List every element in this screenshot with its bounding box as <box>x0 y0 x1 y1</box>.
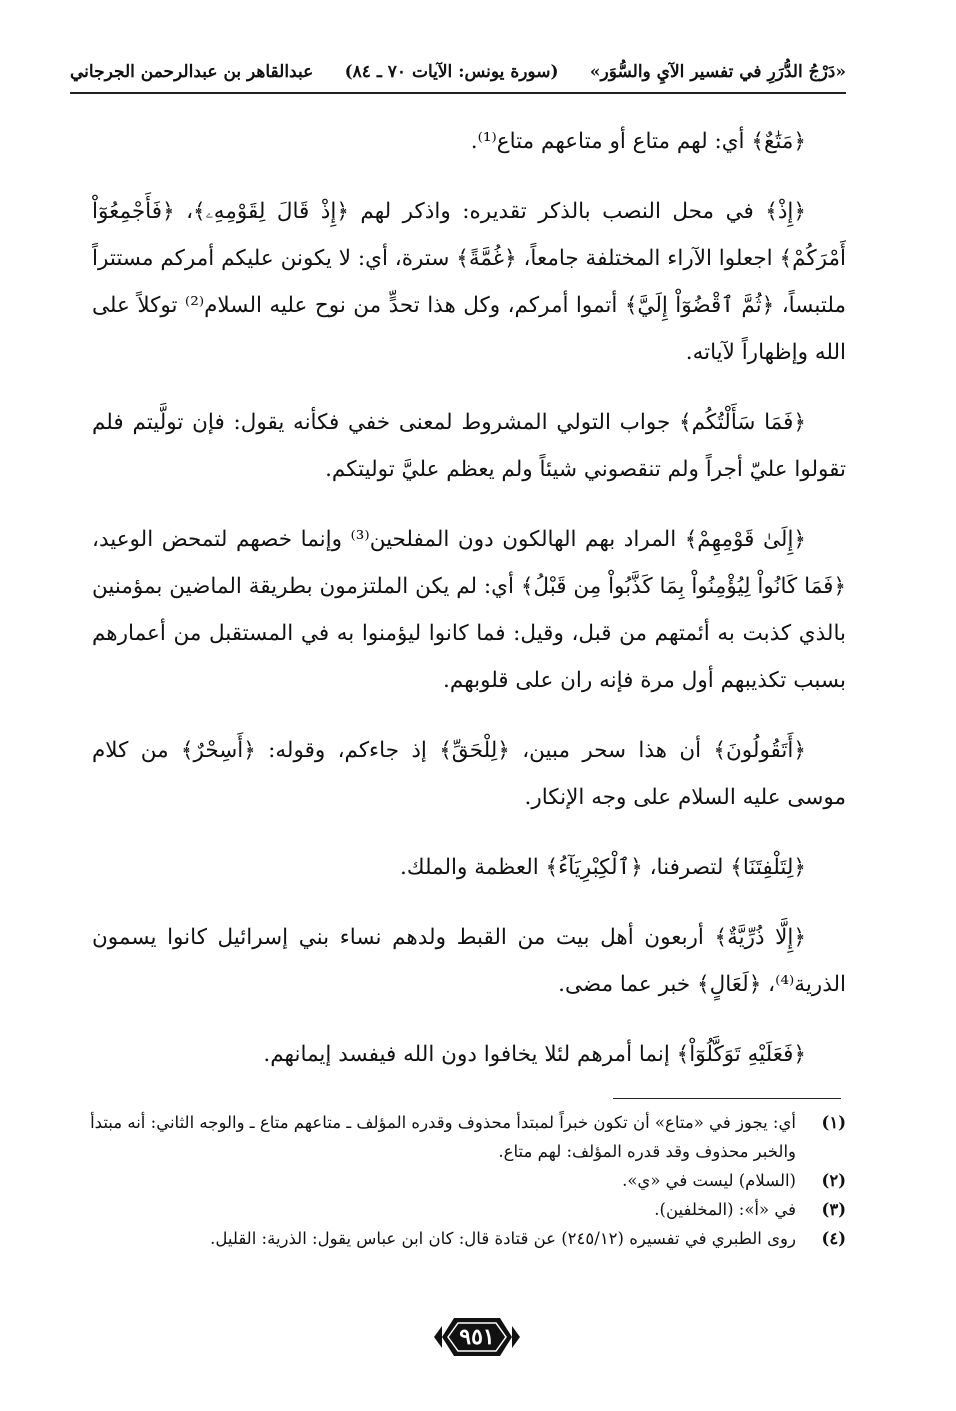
paragraph: ﴿فَعَلَيْهِ تَوَكَّلُوٓاْ﴾ إنما أمرهم لئلا يخافوا دون الله فيفسد إيمانهم. <box>263 1042 806 1067</box>
page-number-ornament <box>432 1312 522 1362</box>
footnote-text: في «أ»: (المخلفين). <box>654 1200 796 1219</box>
footnote-number: (٤) <box>821 1229 846 1248</box>
header-author: عبدالقاهر بن عبدالرحمن الجرجاني <box>70 62 314 82</box>
footnote <box>88 1195 846 1224</box>
header-book-title: «دَرْجُ الدُّرَرِ في تفسير الآيِ والسُّوَر» <box>589 62 846 82</box>
paragraph: ﴿فَمَا سَأَلْتُكُم﴾ جواب التولي المشروط لمعنى خفي فكأنه يقول: فإن تولَّيتم فلم تقولوا عليّ أجراً ولم تنقصوني شيئاً ولم يعظم عليَّ توليتكم. <box>92 410 846 482</box>
paragraph: ﴿إِذْ﴾ في محل النصب بالذكر تقديره: واذكر لهم ﴿إِذْ قَالَ لِقَوْمِهِۦ﴾، ﴿فَأَجْمِعُوٓاْ أَمْرَكُمْ﴾ اجعلوا الآراء المختلفة جامعاً، ﴿غُمَّةً﴾ سترة، أي: لا يكونن عليكم أمركم مستتراً ملتبساً، ﴿ثُمَّ ٱقْضُوٓاْ إِلَيَّ﴾ أتموا أمركم، وكل هذا تحدٍّ من نوح عليه السلام⁽²⁾ توكلاً على الله وإظهاراً لآياته. <box>92 199 846 365</box>
paragraph: ﴿إِلَىٰ قَوْمِهِمْ﴾ المراد بهم الهالكون دون المفلحين⁽³⁾ وإنما خصهم لتمحض الوعيد، ﴿فَمَا كَانُواْ لِيُؤْمِنُواْ بِمَا كَذَّبُواْ مِن قَبْلُ﴾ أي: لم يكن الملتزمون بطريقة الماضين بمؤمنين بالذي كذبت به أئمتهم من قبل، وقيل: فما كانوا ليؤمنوا به في المستقبل من أعمارهم بسبب تكذيبهم أول مرة فإنه ران على قلوبهم. <box>92 527 846 693</box>
paragraph: ﴿مَتَٰعٌ﴾ أي: لهم متاع أو متاعهم متاع⁽¹⁾. <box>470 129 806 154</box>
footnote-number: (١) <box>821 1113 846 1132</box>
paragraph: ﴿إِلَّا ذُرِّيَّةٌ﴾ أربعون أهل بيت من القبط ولدهم نساء بني إسرائيل كانوا يسمون الذرية⁽⁴⁾، ﴿لَعَالٍ﴾ خبر عما مضى. <box>92 925 846 997</box>
footnote-number: (٣) <box>821 1200 846 1219</box>
paragraph: ﴿لِتَلْفِتَنَا﴾ لتصرفنا، ﴿ٱلْكِبْرِيَآءُ﴾ العظمة والملك. <box>399 855 806 880</box>
main-text <box>92 118 846 1101</box>
footnote <box>88 1166 846 1195</box>
footnote-number: (٢) <box>821 1171 846 1190</box>
page-number: ٩٥١ <box>459 1324 495 1350</box>
running-header <box>70 52 846 94</box>
footnote-text: (السلام) ليست في «ي». <box>622 1171 796 1190</box>
paragraph: ﴿أَتَقُولُونَ﴾ أن هذا سحر مبين، ﴿لِلْحَقِّ﴾ إذ جاءكم، وقوله: ﴿أَسِحْرٌ﴾ من كلام موسى عليه السلام على وجه الإنكار. <box>92 738 846 810</box>
footnote-text: أي: يجوز في «متاع» أن تكون خبراً لمبتدأ محذوف وقدره المؤلف ـ متاعهم متاع ـ والوجه الثاني: أنه مبتدأ والخبر محذوف وقد قدره المؤلف: لهم متاع. <box>90 1113 796 1161</box>
header-surah-info: (سورة يونس: الآيات ٧٠ ـ ٨٤) <box>344 62 559 82</box>
footnote <box>88 1108 846 1166</box>
footnotes <box>88 1108 846 1253</box>
footnote-text: روى الطبري في تفسيره (٢٤٥/١٢) عن قتادة قال: كان ابن عباس يقول: الذرية: القليل. <box>210 1229 796 1248</box>
footnote <box>88 1224 846 1253</box>
footnote-divider <box>613 1098 841 1099</box>
